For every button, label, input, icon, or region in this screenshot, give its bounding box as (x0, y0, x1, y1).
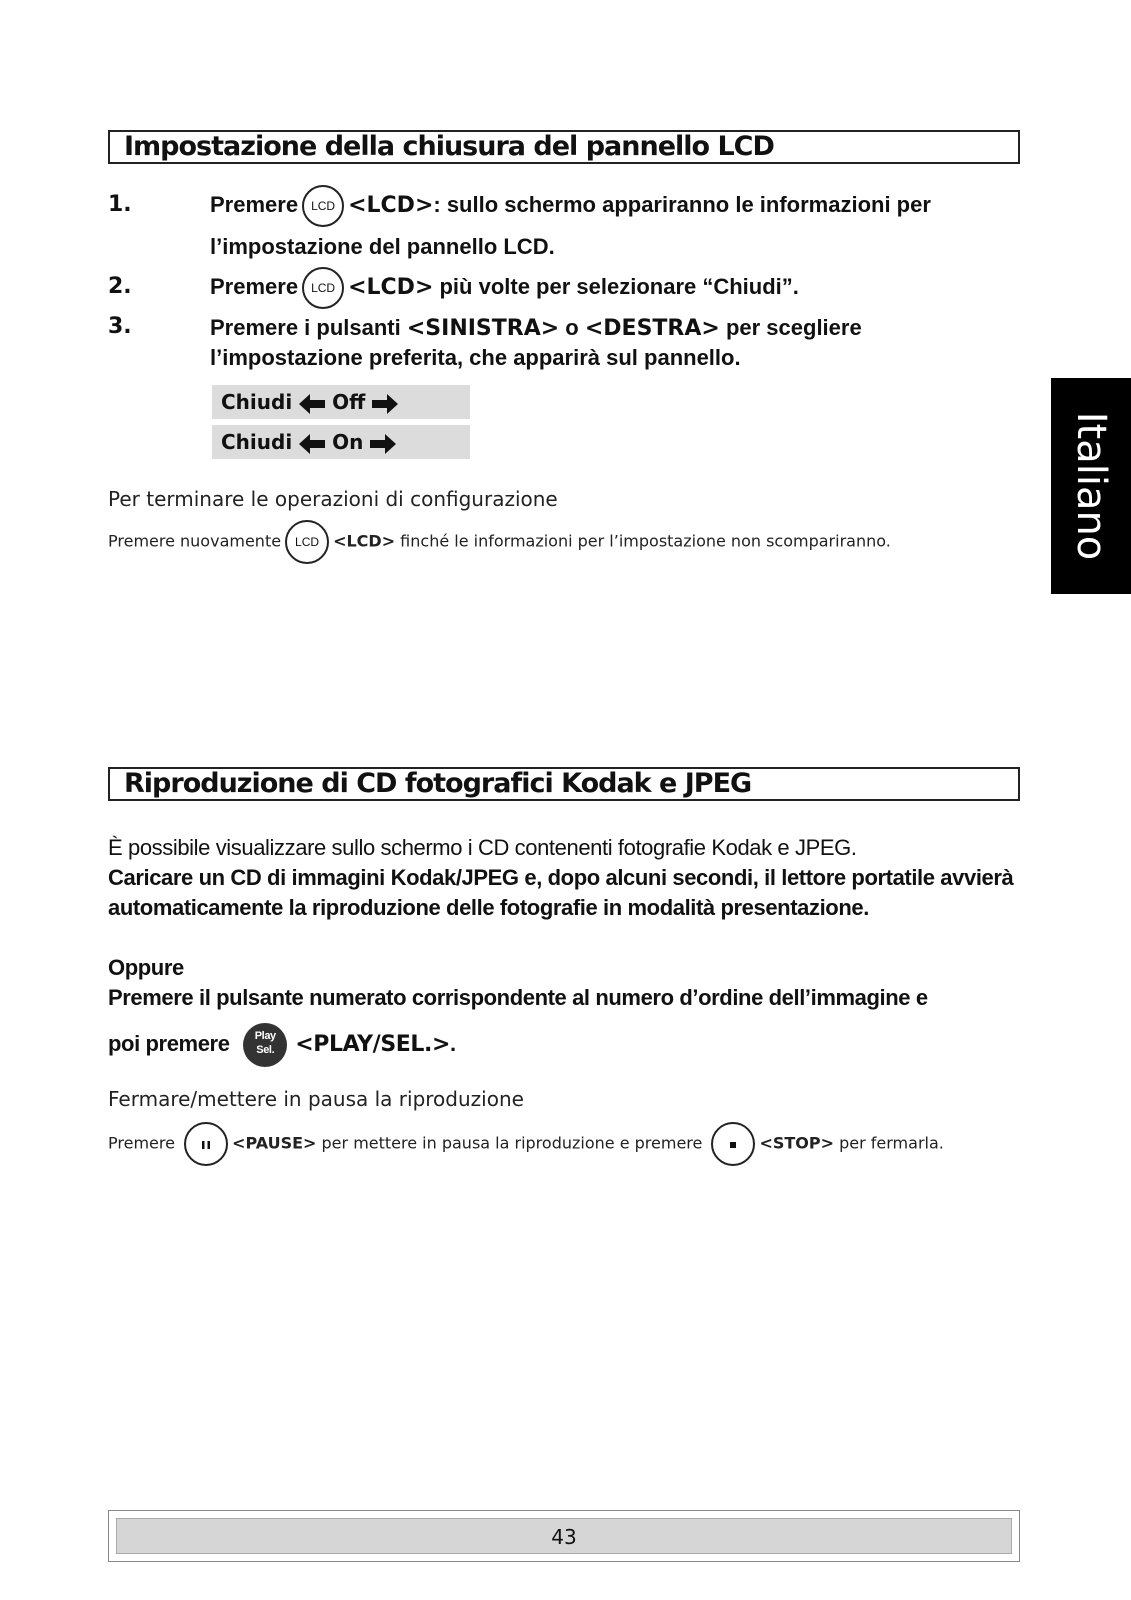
step-number-2: 2. (108, 274, 132, 299)
stop-mid: per mettere in pausa la riproduzione e premere (316, 1133, 703, 1153)
play-sel-button-ref: <PLAY/SEL.> (295, 1031, 450, 1057)
lcd-button-icon: LCD (302, 185, 344, 227)
lcd-option-label: Chiudi (221, 390, 293, 414)
play-icon-top: Play (254, 1030, 276, 1042)
page-footer (108, 1510, 1020, 1562)
stop-pre: Premere (108, 1133, 175, 1153)
press-number-paragraph: Premere il pulsante numerato corrispondente al numero d’ordine dell’immagine e (108, 985, 928, 1010)
lcd-option-off (212, 385, 470, 419)
left-button-ref: <SINISTRA> (406, 316, 560, 341)
section-title-lcd-lock: Impostazione della chiusura del pannello LCD (108, 130, 1020, 164)
lcd-option-label: Chiudi (221, 430, 293, 454)
lcd-option-on (212, 425, 470, 459)
language-tab (1051, 378, 1131, 594)
arrow-right-icon (370, 430, 396, 454)
step-3-body: per scegliere (719, 315, 862, 340)
step-3-text (210, 313, 1010, 344)
finish-instruction (108, 520, 1028, 564)
play-icon-bottom: Sel. (256, 1044, 275, 1056)
stop-post: per fermarla. (834, 1133, 944, 1153)
step-2-body: più volte per selezionare “Chiudi”. (433, 273, 799, 299)
lcd-button-ref: <LCD> (348, 274, 434, 300)
step-1-text (210, 185, 1010, 227)
poi-premere: poi premere (108, 1030, 230, 1056)
step-number-1: 1. (108, 192, 132, 217)
right-button-ref: <DESTRA> (584, 316, 720, 341)
step-1-body: : sullo schermo appariranno le informazioni per (433, 191, 931, 217)
finish-pre: Premere nuovamente (108, 531, 282, 551)
step-number-3: 3. (108, 314, 132, 339)
step-3-mid: o (559, 315, 585, 340)
play-sel-button-icon (243, 1023, 287, 1067)
lcd-button-ref: <LCD> (333, 531, 396, 551)
lcd-option-value: On (332, 430, 364, 454)
stop-pause-instruction (108, 1122, 1028, 1166)
section-title-photo-cd: Riproduzione di CD fotografici Kodak e JPEG (108, 767, 1020, 801)
stop-button-ref: <STOP> (759, 1133, 835, 1153)
step-3-pre: Premere i pulsanti (210, 315, 407, 340)
lcd-button-ref: <LCD> (348, 192, 434, 218)
step-1-text-line2: l’impostazione del pannello LCD. (210, 234, 555, 259)
play-instruction (108, 1023, 1028, 1067)
lcd-option-value: Off (332, 390, 366, 414)
stop-icon (711, 1122, 755, 1166)
page-number: 43 (116, 1518, 1012, 1554)
step-2-text (210, 267, 1010, 309)
lcd-button-icon: LCD (302, 267, 344, 309)
finish-post: finché le informazioni per l’impostazione non scompariranno. (395, 531, 891, 551)
pause-button-ref: <PAUSE> (232, 1133, 317, 1153)
stop-pause-subtitle: Fermare/mettere in pausa la riproduzione (108, 1087, 524, 1111)
language-tab-label: Italiano (1068, 411, 1114, 561)
intro-paragraph: È possibile visualizzare sullo schermo i CD contenenti fotografie Kodak e JPEG. (108, 835, 857, 860)
step-2-pre: Premere (210, 273, 299, 299)
oppure-label: Oppure (108, 955, 184, 980)
load-cd-paragraph: Caricare un CD di immagini Kodak/JPEG e, dopo alcuni secondi, il lettore portatile avvierà automaticamente la riproduzione delle fotografie in modalità presentazione. (108, 865, 1014, 920)
lcd-button-icon: LCD (285, 520, 329, 564)
step-1-pre: Premere (210, 191, 299, 217)
finish-subtitle: Per terminare le operazioni di configurazione (108, 487, 558, 511)
arrow-right-icon (372, 390, 398, 414)
arrow-left-icon (299, 430, 325, 454)
step-3-text-line2: l’impostazione preferita, che apparirà sul pannello. (210, 345, 741, 370)
pause-icon (184, 1122, 228, 1166)
arrow-left-icon (299, 390, 325, 414)
play-end: . (450, 1030, 456, 1056)
